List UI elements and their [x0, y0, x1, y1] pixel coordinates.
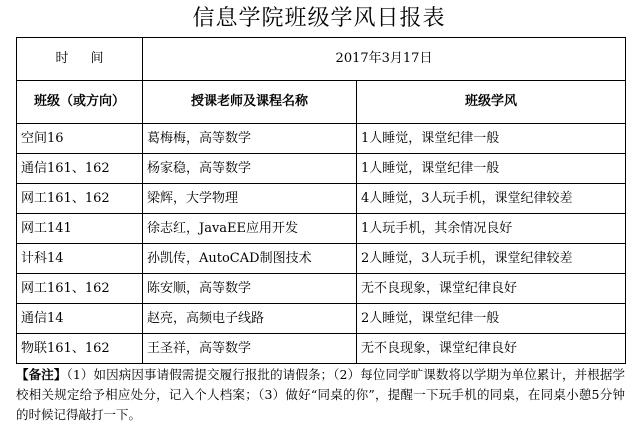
- table-row: [17, 304, 626, 334]
- header-teacher-course: 授课老师及课程名称: [143, 81, 357, 124]
- teacher-course-cell: 孙凯传，AutoCAD制图技术: [143, 244, 357, 274]
- class-cell: 通信14: [17, 304, 143, 334]
- teacher-course-cell: 王圣祥，高等数学: [143, 334, 357, 364]
- header-row: [17, 81, 626, 124]
- class-style-cell: 4人睡觉，3人玩手机，课堂纪律较差: [357, 184, 626, 214]
- class-cell: 网工161、162: [17, 274, 143, 304]
- table-row: [17, 184, 626, 214]
- class-style-cell: 1人睡觉，课堂纪律一般: [357, 124, 626, 154]
- table-row: [17, 124, 626, 154]
- header-class-style: 班级学风: [357, 81, 626, 124]
- table-row: [17, 274, 626, 304]
- report-table: [16, 37, 626, 364]
- class-style-cell: 无不良现象，课堂纪律良好: [357, 274, 626, 304]
- teacher-course-cell: 葛梅梅，高等数学: [143, 124, 357, 154]
- class-cell: 网工161、162: [17, 184, 143, 214]
- class-style-cell: 2人睡觉，课堂纪律一般: [357, 304, 626, 334]
- class-cell: 计科14: [17, 244, 143, 274]
- class-cell: 通信161、162: [17, 154, 143, 184]
- time-row: [17, 38, 626, 81]
- class-cell: 空间16: [17, 124, 143, 154]
- teacher-course-cell: 赵亮，高频电子线路: [143, 304, 357, 334]
- time-label: 时间: [17, 38, 143, 81]
- class-cell: 物联161、162: [17, 334, 143, 364]
- remarks-text: （1）如因病因事请假需提交履行报批的请假条；（2）每位同学旷课数将以学期为单位累计，并根据学校相关规定给予相应处分，记入个人档案；（3）做好“同桌的你”，提醒一下玩手机的同桌，在同桌小憩5分钟的时候记得敲打一下。: [16, 367, 625, 422]
- class-style-cell: 1人睡觉，课堂纪律一般: [357, 154, 626, 184]
- table-row: [17, 334, 626, 364]
- teacher-course-cell: 徐志红，JavaEE应用开发: [143, 214, 357, 244]
- class-cell: 网工141: [17, 214, 143, 244]
- remarks-label: 【备注】: [16, 367, 67, 382]
- class-style-cell: 1人玩手机，其余情况良好: [357, 214, 626, 244]
- remarks: [16, 365, 625, 425]
- report-title: 信息学院班级学风日报表: [192, 6, 446, 31]
- time-value: 2017年3月17日: [143, 38, 626, 81]
- teacher-course-cell: 陈安顺，高等数学: [143, 274, 357, 304]
- class-style-cell: 无不良现象，课堂纪律良好: [357, 334, 626, 364]
- table-row: [17, 244, 626, 274]
- table-row: [17, 214, 626, 244]
- teacher-course-cell: 杨家稳，高等数学: [143, 154, 357, 184]
- class-style-cell: 2人睡觉，3人玩手机，课堂纪律较差: [357, 244, 626, 274]
- teacher-course-cell: 梁辉，大学物理: [143, 184, 357, 214]
- header-class: 班级（或方向）: [17, 81, 143, 124]
- table-row: [17, 154, 626, 184]
